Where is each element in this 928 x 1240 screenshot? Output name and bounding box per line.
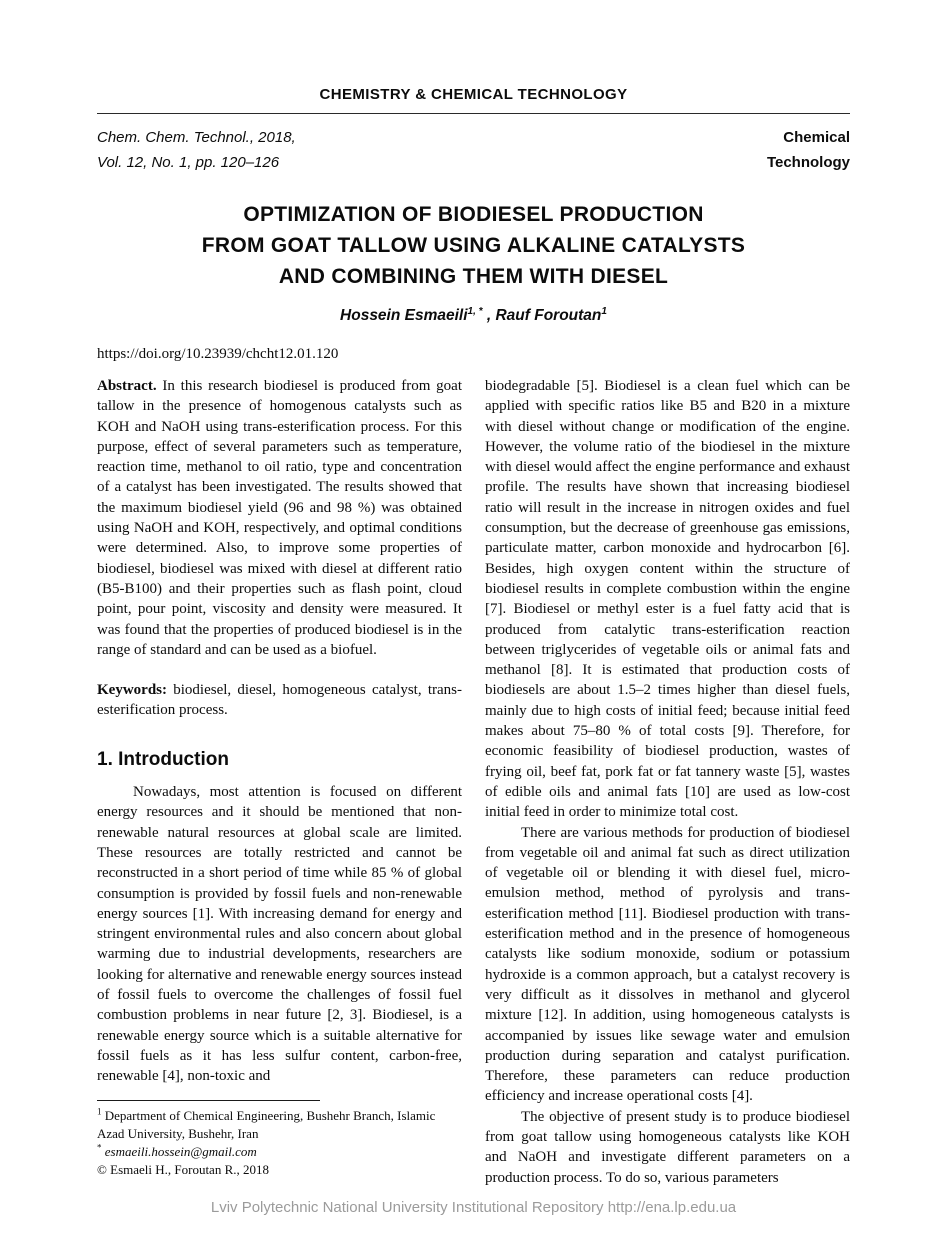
abstract-label: Abstract. [97, 378, 157, 394]
article-title-line-3: AND COMBINING THEM WITH DIESEL [278, 265, 669, 288]
abstract-paragraph [97, 376, 462, 660]
article-title-line-2: FROM GOAT TALLOW USING ALKALINE CATALYSTS [201, 234, 746, 257]
journal-reference-line-2: Vol. 12, No. 1, pp. 120–126 [97, 154, 280, 171]
journal-name-line-1: Chemical [783, 129, 850, 146]
doi-link[interactable]: https://doi.org/10.23939/chcht12.01.120 [97, 346, 339, 362]
journal-name-line-2: Technology [766, 154, 850, 171]
footnote-email-superscript: * [97, 1142, 102, 1153]
author-2-superscript: 1 [601, 305, 607, 317]
authors-line [97, 307, 850, 325]
intro-paragraph: Nowadays, most attention is focused on different energy resources and it should be mentioned that non-renewable natural resources at global scale are limited. These resources are totally restricted and cannot be reconstructed in a short period of time while 85 % of global consumption is provided by fossil fuels and non-renewable energy sources [1]. With increasing demand for energy and stringent environmental rules and also concern about global warming due to industrial developments, researchers are looking for alternative and renewable energy sources instead of fossil fuels to overcome the challenges of fossil fuel combustion problems in near future [2, 3]. Biodiesel, is a renewable energy source which is a suitable alternative for fossil fuels as it has less sulfur content, carbon-free, renewable [4], non-toxic and [97, 784, 462, 1085]
running-head: CHEMISTRY & CHEMICAL TECHNOLOGY [319, 86, 628, 103]
author-1-superscript: 1, * [467, 305, 483, 317]
keywords-paragraph [97, 680, 462, 721]
footnote-divider [97, 1100, 320, 1101]
author-2: Rauf Foroutan [495, 307, 602, 324]
abstract-text: In this research biodiesel is produced from goat tallow in the presence of homogenous catalysts such as KOH and NaOH using trans-esterification process. For this purpose, effect of several parameters such as temperature, reaction time, methanol to oil ratio, type and concentration of a catalyst has been investigated. The results showed that the maximum biodiesel yield (96 and 98 %) was obtained using NaOH and KOH, respectively, and optimal conditions were determined. Also, to improve some properties of biodiesel, biodiesel was mixed with diesel at different ratio (B5-B100) and their properties such as flash point, cloud point, pour point, viscosity and density were measured. It was found that the properties of produced biodiesel is in the range of standard and can be used as a biofuel. [97, 378, 462, 658]
article-body-columns [97, 376, 850, 1188]
footnote-affiliation: Department of Chemical Engineering, Bushehr Branch, Islamic Azad University, Bushehr, Iran [97, 1107, 436, 1141]
footnote-block [97, 1100, 462, 1179]
footnote-email-line [97, 1143, 462, 1161]
journal-reference [97, 125, 296, 175]
footnote-affiliation-line [97, 1107, 462, 1143]
header-rule [97, 113, 850, 114]
body-paragraph-methods: There are various methods for production of biodiesel from vegetable oil and animal fat such as direct utilization of vegetable oil or blending it with diesel fuel, micro-emulsion method, method of pyrolysis and trans-esterification method [11]. Biodiesel production with trans-esterification method and in the presence of homogeneous catalysts like sodium monoxide, sodium or potassium hydroxide is a common approach, but a catalyst recovery is very difficult as it dissolves in methanol and glycerol mixture [12]. In addition, using homogeneous catalysts is accompanied by issues like sewage water and emulsion production during separation and catalyst purification. Therefore, these parameters can reduce production efficiency and increase operational costs [4]. [485, 824, 850, 1105]
footnote-copyright: © Esmaeli H., Foroutan R., 2018 [97, 1161, 270, 1177]
article-title-line-1: OPTIMIZATION OF BIODIESEL PRODUCTION [243, 203, 704, 226]
journal-header-row [97, 125, 850, 175]
introduction-heading: 1. Introduction [97, 748, 229, 770]
doi-line [97, 346, 850, 363]
journal-name [767, 125, 850, 175]
author-1: Hossein Esmaeili [340, 307, 468, 324]
left-column [97, 376, 462, 1188]
footnote-email[interactable]: esmaeili.hossein@gmail.com [101, 1143, 257, 1159]
footnote-affiliation-superscript: 1 [97, 1106, 102, 1117]
keywords-label: Keywords: [97, 682, 167, 699]
journal-reference-line-1: Chem. Chem. Technol., 2018, [97, 129, 296, 146]
keywords-text: biodiesel, diesel, homogeneous catalyst, trans-esterification process. [97, 682, 462, 719]
body-paragraph-continuation: biodegradable [5]. Biodiesel is a clean fuel which can be applied with specific ratios like B5 and B20 in a mixture with diesel without change or modification of the engine. However, the volume ratio of the biodiesel in the mixture with diesel would affect the engine performance and exhaust profile. The results have shown that increasing biodiesel ratio will result in the increase in nitrogen oxides and fuel consumption, but the decrease of greenhouse gas emissions, particulate matter, carbon monoxide and hydrocarbon [6]. Besides, high oxygen content within the structure of biodiesel results in complete combustion within the engine [7]. Biodiesel or methyl ester is a fuel fatty acid that is produced from catalytic trans-esterification reaction between triglycerides of vegetable oils or animal fats and methanol [8]. It is estimated that production costs of biodiesels are about 1.5–2 times higher than diesel fuels, mainly due to high costs of initial feed; because initial feed makes about 75–80 % of total costs [9]. Therefore, for economic feasibility of biodiesel production, wastes of frying oil, beef fat, pork fat or fat tannery waste [5], wastes of edible oils and animal fats [10] are used as low-cost initial feed in order to minimize total cost. [485, 378, 850, 821]
author-separator: , [482, 307, 496, 324]
article-title [97, 199, 850, 292]
body-paragraph-objective: The objective of present study is to produce biodiesel from goat tallow using homogeneous catalysts like KOH and NaOH and investigate different parameters on a production process. To do so, various parameters [485, 1108, 850, 1186]
repository-footer: Lviv Polytechnic National University Institutional Repository http://ena.lp.edu.ua [210, 1199, 737, 1216]
right-column [485, 376, 850, 1188]
